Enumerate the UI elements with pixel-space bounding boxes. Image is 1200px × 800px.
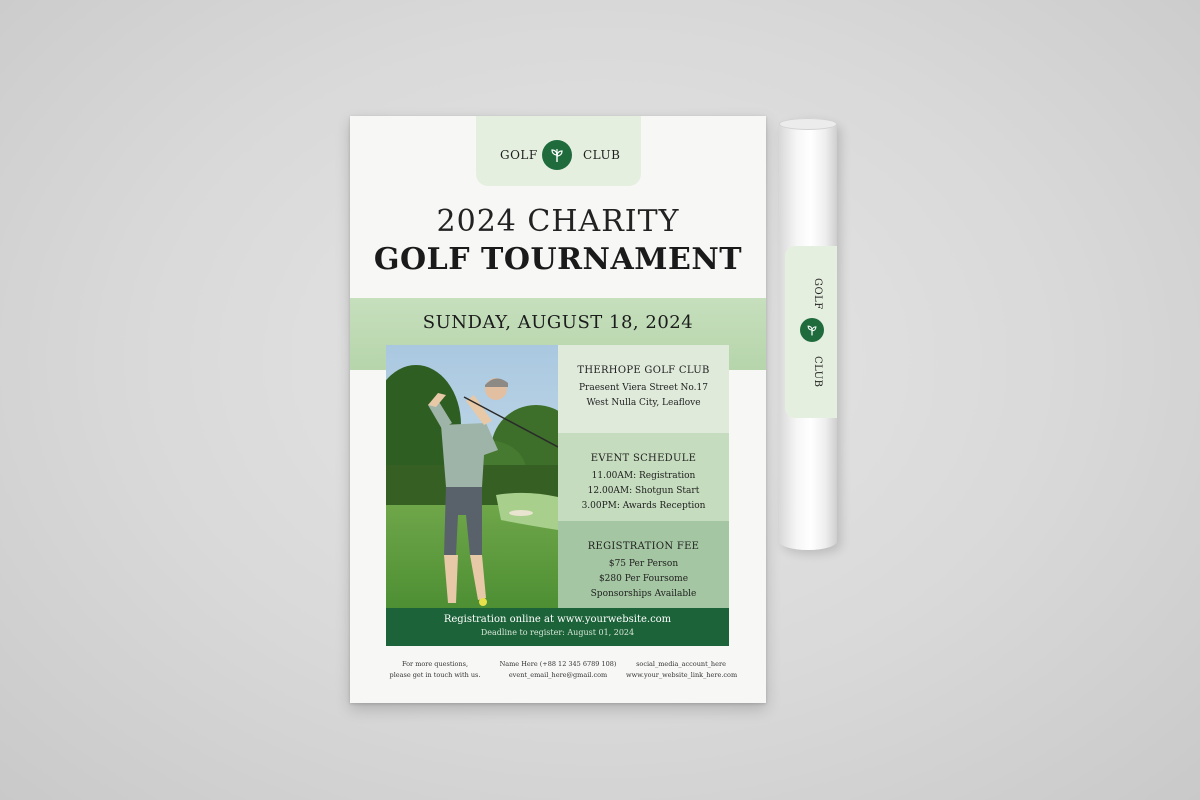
fee-line: $280 Per Foursome: [598, 574, 689, 584]
footer-text: For more questions,: [401, 660, 469, 668]
registration-url-text: Registration online at www.yourwebsite.com: [443, 614, 672, 625]
schedule-line: 12.00AM: Shotgun Start: [587, 486, 700, 496]
title-line1: 2024 CHARITY: [436, 204, 680, 239]
footer-contact: [498, 659, 618, 681]
event-date: SUNDAY, AUGUST 18, 2024: [422, 312, 694, 333]
leaf-sprout-icon: [800, 318, 824, 342]
fee-heading: REGISTRATION FEE: [587, 541, 700, 552]
footer-social: [626, 659, 736, 681]
footer-text: please get in touch with us.: [389, 671, 481, 679]
roll-word-golf: GOLF: [812, 278, 823, 310]
logo-word-golf: GOLF: [500, 148, 538, 162]
fee-line: $75 Per Person: [608, 559, 679, 569]
logo-tab: [476, 116, 641, 186]
fee-box: [558, 521, 729, 608]
venue-line: West Nulla City, Leaflove: [586, 398, 701, 408]
footer-text: Name Here (+88 12 345 6789 108): [499, 660, 617, 668]
roll-logo-tab: [785, 246, 837, 418]
title-line2: GOLF TOURNAMENT: [373, 242, 743, 277]
rolled-poster: [779, 118, 837, 550]
flyer: [350, 116, 766, 703]
registration-deadline: Deadline to register: August 01, 2024: [480, 628, 635, 637]
roll-word-club: CLUB: [812, 356, 823, 388]
schedule-line: 3.00PM: Awards Reception: [581, 501, 706, 511]
footer-text: social_media_account_here: [636, 660, 726, 668]
logo-word-club: CLUB: [583, 148, 621, 162]
schedule-line: 11.00AM: Registration: [591, 471, 696, 481]
venue-heading: THERHOPE GOLF CLUB: [577, 365, 710, 376]
footer-text: event_email_here@gmail.com: [508, 671, 608, 679]
schedule-heading: EVENT SCHEDULE: [590, 453, 697, 464]
schedule-box: [558, 433, 729, 521]
footer-text: www.your_website_link_here.com: [626, 671, 738, 679]
golfer-photo: [386, 345, 558, 608]
footer-questions: [380, 659, 490, 681]
registration-bar: [386, 608, 729, 646]
info-column: [558, 345, 729, 608]
roll-top-edge: [779, 118, 837, 130]
leaf-sprout-icon: [542, 140, 572, 170]
venue-line: Praesent Viera Street No.17: [578, 383, 708, 393]
fee-line: Sponsorships Available: [590, 589, 697, 599]
venue-box: [558, 345, 729, 433]
